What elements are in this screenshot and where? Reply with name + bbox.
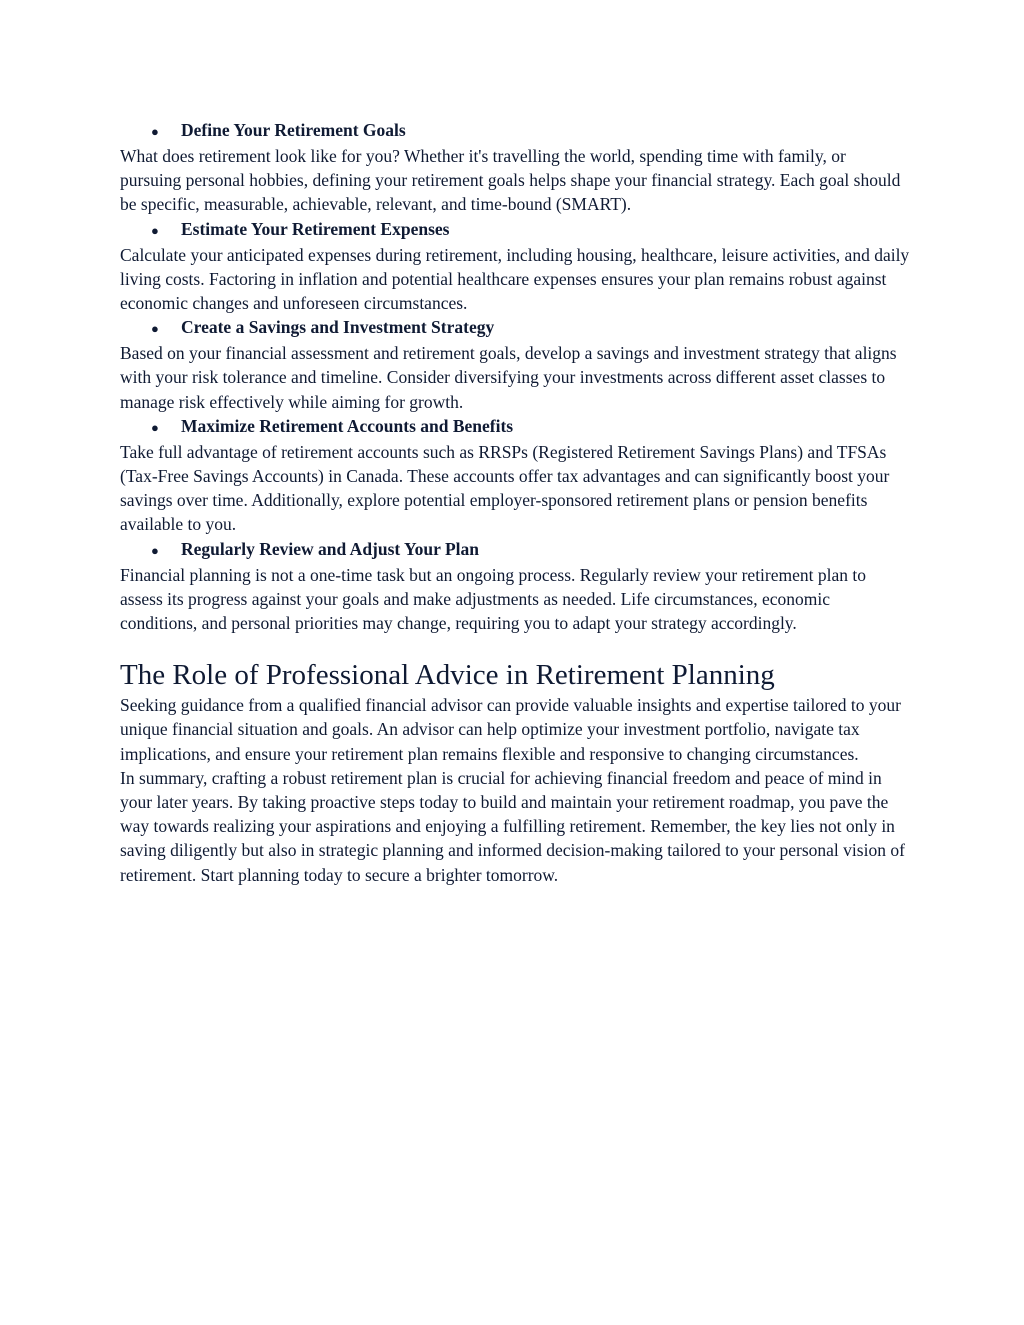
list-item-heading <box>120 315 910 341</box>
list-item-heading <box>120 118 910 144</box>
list-item-body: What does retirement look like for you? Whether it's travelling the world, spending time with family, or pursuing personal hobbies, defining your retirement goals helps shape your financial strategy. Each goal should be specific, measurable, achievable, relevant, and time-bound (SMART). <box>120 146 901 215</box>
document-page <box>120 118 910 887</box>
list-item <box>120 217 910 316</box>
list-item-body: Financial planning is not a one-time task but an ongoing process. Regularly review your retirement plan to assess its progress against your goals and make adjustments as needed. Life circumstances, economic conditions, and personal priorities may change, requiring you to adapt your strategy accordingly. <box>120 564 866 634</box>
bullet-icon: ● <box>151 321 159 337</box>
bullet-icon: ● <box>151 419 159 435</box>
list-item-body: Take full advantage of retirement accounts such as RRSPs (Registered Retirement Savings Plans) and TFSAs (Tax-Free Savings Accounts) in Canada. These accounts offer tax advantages and can significantly boost your savings over time. Additionally, explore potential employer-sponsored retirement plans or pension benefits available to you. <box>120 441 890 535</box>
list-item <box>120 537 910 636</box>
list-item-body: Based on your financial assessment and retirement goals, develop a savings and investment strategy that aligns with your risk tolerance and timeline. Consider diversifying your investments across different asset classes to manage risk effectively while aiming for growth. <box>120 343 897 412</box>
bullet-icon: ● <box>151 222 159 238</box>
list-item-title: Estimate Your Retirement Expenses <box>181 218 450 239</box>
list-item-heading <box>120 217 910 243</box>
section-paragraph: Seeking guidance from a qualified financial advisor can provide valuable insights and expertise tailored to your unique financial situation and goals. An advisor can help optimize your investment portfolio, navigate tax implications, and ensure your retirement plan remains flexible and responsive to changing circumstances. <box>120 695 901 764</box>
list-item-heading <box>120 414 910 440</box>
bullet-icon: ● <box>151 542 159 558</box>
summary-paragraph: In summary, crafting a robust retirement plan is crucial for achieving financial freedom and peace of mind in your later years. By taking proactive steps today to build and maintain your retirement roadmap, you pave the way towards realizing your aspirations and enjoying a fulfilling retirement. Remember, the key lies not only in saving diligently but also in strategic planning and informed decision-making tailored to your personal vision of retirement. Start planning today to secure a brighter tomorrow. <box>120 767 905 885</box>
list-item <box>120 118 910 217</box>
list-item-title: Create a Savings and Investment Strategy <box>181 317 495 338</box>
bullet-icon: ● <box>151 124 159 139</box>
list-item-title: Regularly Review and Adjust Your Plan <box>181 538 480 559</box>
list-item-body: Calculate your anticipated expenses during retirement, including housing, healthcare, leisure activities, and daily living costs. Factoring in inflation and potential healthcare expenses ensures your plan remains robust against economic changes and unforeseen circumstances. <box>120 244 910 314</box>
list-item-title: Maximize Retirement Accounts and Benefits <box>181 415 514 436</box>
list-item-heading <box>120 537 910 563</box>
list-item <box>120 315 910 414</box>
section-heading: The Role of Professional Advice in Retirement Planning <box>120 659 775 692</box>
list-item-title: Define Your Retirement Goals <box>181 120 406 140</box>
list-item <box>120 414 910 537</box>
